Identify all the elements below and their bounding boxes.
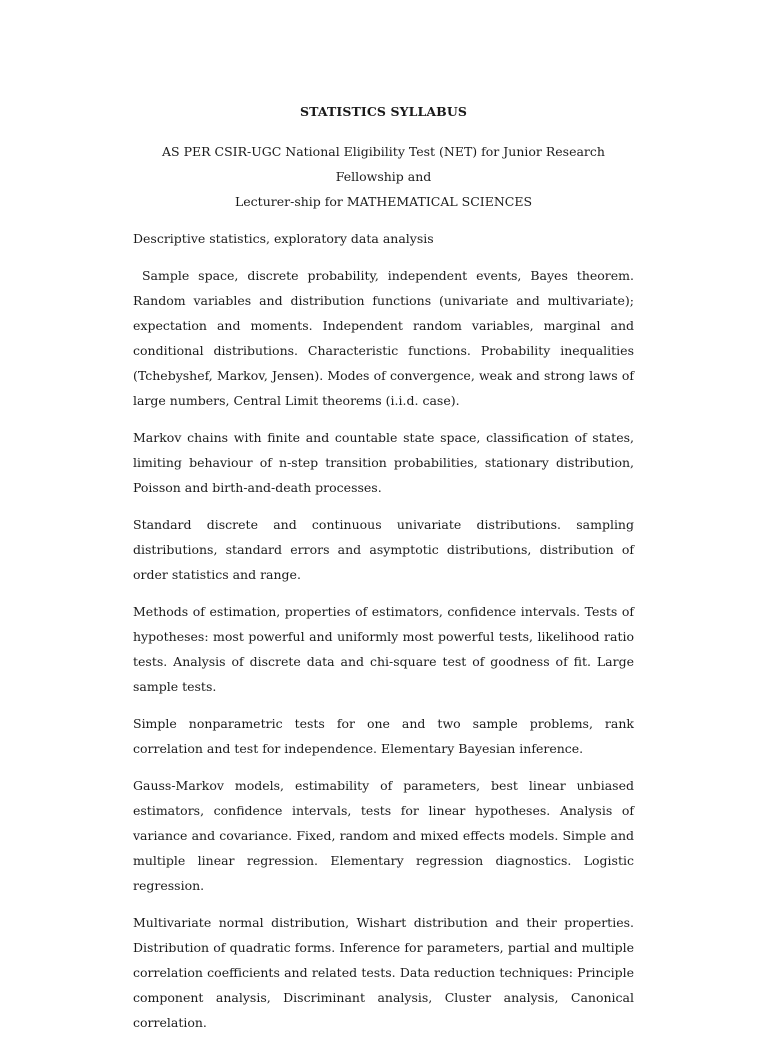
paragraph-gauss-markov: Gauss-Markov models, estimability of parameters, best linear unbiased estimators, confidence intervals, tests for linear hypotheses. Analysis of variance and covariance. Fixed, random and mixed effects models. Simple and multiple linear regression. Elementary regression diagnostics. Logistic regression. [133,778,634,893]
document-body [133,103,638,1047]
paragraph-markov-chains: Markov chains with finite and countable state space, classification of states, limiting behaviour of n-step transition probabilities, stationary distribution, Poisson and birth-and-death processes. [133,430,634,495]
paragraph-distributions: Standard discrete and continuous univariate distributions. sampling distributions, standard errors and asymptotic distributions, distribution of order statistics and range. [133,517,634,582]
paragraph-estimation: Methods of estimation, properties of estimators, confidence intervals. Tests of hypotheses: most powerful and uniformly most powerful tests, likelihood ratio tests. Analysis of discrete data and chi-square test of goodness of fit. Large sample tests. [133,604,634,694]
document-title: STATISTICS SYLLABUS [300,104,467,119]
paragraph-nonparametric: Simple nonparametric tests for one and two sample problems, rank correlation and test for independence. Elementary Bayesian inference. [133,716,634,756]
subtitle-line: AS PER CSIR-UGC National Eligibility Test (NET) for Junior Research Fellowship and [162,144,605,184]
paragraph-probability: Sample space, discrete probability, independent events, Bayes theorem. Random variables and distribution functions (univariate and multivariate); expectation and moments. Independent random variables, marginal and conditional distributions. Characteristic functions. Probability inequalities (Tchebyshef, Markov, Jensen). Modes of convergence, weak and strong laws of large numbers, Central Limit theorems (i.i.d. case). [133,268,638,408]
paragraph-descriptive-statistics: Descriptive statistics, exploratory data analysis [133,231,434,246]
paragraph-multivariate: Multivariate normal distribution, Wishart distribution and their properties. Distribution of quadratic forms. Inference for parameters, partial and multiple correlation coefficients and related tests. Data reduction techniques: Principle component analysis, Discriminant analysis, Cluster analysis, Canonical correlation. [133,915,634,1030]
document-subtitle [133,139,634,214]
subtitle-line: Lecturer-ship for MATHEMATICAL SCIENCES [234,194,533,209]
